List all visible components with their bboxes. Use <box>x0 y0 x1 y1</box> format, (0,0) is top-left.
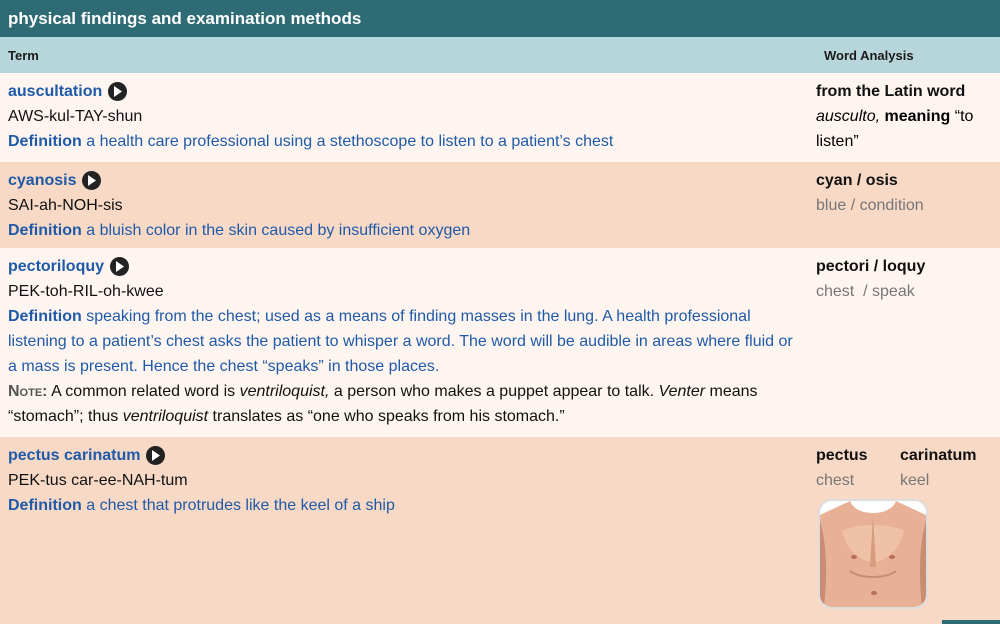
play-audio-icon[interactable] <box>82 171 101 190</box>
definition: Definition speaking from the chest; used as a means of finding masses in the lung. A health professional listening to a patient’s chest asks the patient to whisper a word. The word will be audible in areas where fluid or a mass is present. Hence the chest “speaks” in those places. <box>8 308 793 375</box>
definition: Definition a bluish color in the skin caused by insufficient oxygen <box>8 222 471 239</box>
play-audio-icon[interactable] <box>108 82 127 101</box>
term-title: auscultation <box>8 83 103 100</box>
word-part: pectus <box>816 447 868 464</box>
term-row <box>0 73 1000 162</box>
chest-illustration-thumbnail[interactable] <box>818 499 928 609</box>
pronunciation: SAI-ah-NOH-sis <box>8 197 123 214</box>
pronunciation: PEK-tus car-ee-NAH-tum <box>8 472 188 489</box>
column-header-row <box>0 37 1000 73</box>
word-part: carinatum <box>900 447 977 464</box>
play-audio-icon[interactable] <box>146 446 165 465</box>
term-title: pectus carinatum <box>8 447 141 464</box>
word-analysis: from the Latin word ausculto, meaning “to listen” <box>816 83 974 150</box>
word-part-meaning: chest <box>816 472 855 489</box>
term-title: cyanosis <box>8 172 77 189</box>
word-parts: pectori / loquy <box>816 258 926 275</box>
column-header-word-analysis: Word Analysis <box>824 47 914 63</box>
definition: Definition a chest that protrudes like the keel of a ship <box>8 497 395 514</box>
term-row <box>0 162 1000 248</box>
word-analysis <box>800 248 1000 437</box>
word-part-meaning: keel <box>900 472 930 489</box>
pronunciation: AWS-kul-TAY-shun <box>8 108 143 125</box>
word-analysis <box>800 437 1000 624</box>
definition: Definition a health care professional using a stethoscope to listen to a patient’s chest <box>8 133 614 150</box>
section-title: physical findings and examination methods <box>0 0 1000 37</box>
note: Note: A common related word is ventriloquist, a person who makes a puppet appear to talk. Venter means “stomach”; thus ventriloquist translates as “one who speaks from his stomach.” <box>8 383 758 425</box>
word-part-meanings: blue / condition <box>816 197 924 214</box>
pronunciation: PEK-toh-RIL-oh-kwee <box>8 283 164 300</box>
term-title: pectoriloquy <box>8 258 105 275</box>
play-audio-icon[interactable] <box>110 257 129 276</box>
word-parts: cyan / osis <box>816 172 898 189</box>
term-row <box>0 437 1000 624</box>
word-part-meanings: chest / speak <box>816 283 915 300</box>
column-header-term: Term <box>8 47 39 63</box>
word-analysis <box>800 162 1000 248</box>
corner-accent <box>942 620 1000 624</box>
term-row <box>0 248 1000 437</box>
